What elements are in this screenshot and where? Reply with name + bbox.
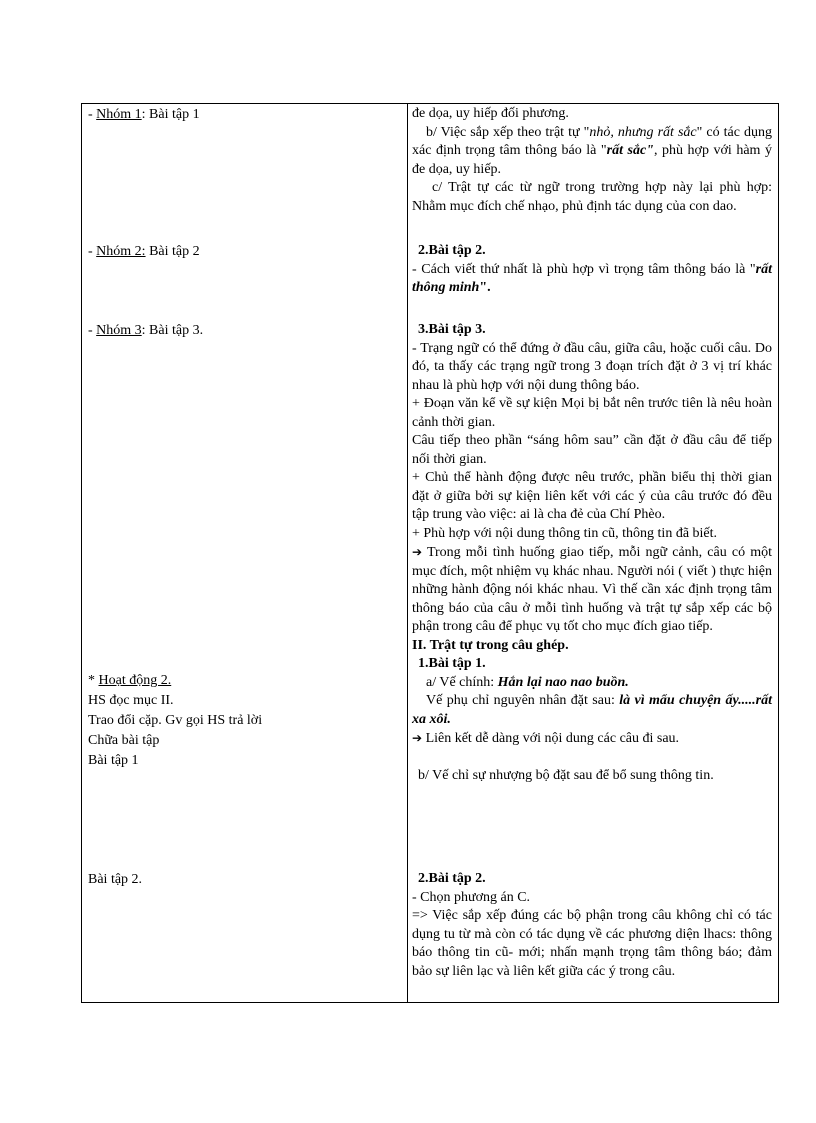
- spacer: [412, 749, 772, 767]
- activity-2-heading: * Hoạt động 2.: [88, 673, 172, 688]
- activity-line: Trao đổi cặp. Gv gọi HS trả lời: [88, 713, 263, 728]
- answer-a-tail: đe dọa, uy hiếp đối phương.: [412, 106, 569, 121]
- section-2-exercise-2-answers: [412, 870, 772, 981]
- exercise-2-text: - Cách viết thứ nhất là phù hợp vì trọng tâm thông báo là "rất thông minh".: [412, 261, 772, 295]
- activity-line: Bài tập 1: [88, 753, 139, 768]
- exercise-2-answers: [412, 242, 772, 298]
- exercise-3-para: Câu tiếp theo phần “sáng hôm sau” cần đặt ở đầu câu để tiếp nối thời gian.: [412, 433, 772, 467]
- exercise-3-para: + Đoạn văn kể về sự kiện Mọi bị bắt nên trước tiên là nêu hoàn cảnh thời gian.: [412, 396, 772, 430]
- section-2-answer-a: a/ Vế chính: Hắn lại nao nao buồn.: [426, 674, 629, 690]
- exercise-3-conclusion: ➔ Trong mỗi tình huống giao tiếp, mỗi ngữ cảnh, câu có một mục đích, một nhiệm vụ khác nhau. Người nói ( viết ) thực hiện những hành động nói khác nhau. Vì thế cần xác định trọng tâm thông báo của câu ở mỗi tình huống và trật tự sắp xếp các bộ phận trong câu để phục vụ tốt cho mục đích giao tiếp.: [412, 545, 772, 634]
- group-1-label: - Nhóm 1: Bài tập 1: [88, 107, 200, 122]
- section-2-exercise-2-heading: 2.Bài tập 2.: [418, 871, 486, 886]
- column-divider: [407, 104, 408, 1002]
- activity-line: Chữa bài tập: [88, 733, 160, 748]
- exercise-3-para: + Chủ thể hành động được nêu trước, phần biểu thị thời gian đặt ở giữa bởi sự kiện liên kết với các ý của câu trước đó đều tập trung vào việc: ai là cha đẻ của Chí Phèo.: [412, 470, 772, 522]
- section-2-sub-clause: Vế phụ chỉ nguyên nhân đặt sau: là vì mẩu chuyện ấy.....rất xa xôi.: [412, 693, 773, 727]
- exercise-2-heading: 2.Bài tập 2.: [418, 243, 486, 258]
- exercise-3-para: - Trạng ngữ có thể đứng ở đầu câu, giữa câu, hoặc cuối câu. Do đó, ta thấy các trạng ngữ trong 3 đoạn trích đặt ở 3 vị trí khác nhau là phù hợp với nội dung thông báo.: [412, 340, 772, 393]
- section-2-answer-b: b/ Vế chỉ sự nhượng bộ đặt sau để bổ sung thông tin.: [418, 767, 714, 783]
- arrow-right-icon: ➔: [412, 545, 423, 559]
- exercise-3-para: + Phù hợp với nội dung thông tin cũ, thông tin đã biết.: [412, 525, 718, 541]
- section-2-heading: II. Trật tự trong câu ghép.: [412, 637, 569, 653]
- activity-2-block: [88, 671, 398, 771]
- activity-line: HS đọc mục II.: [88, 693, 174, 708]
- section-2-link: ➔ Liên kết dễ dàng với nội dung các câu đi sau.: [412, 731, 680, 746]
- exercise-3-heading: 3.Bài tập 3.: [418, 322, 486, 337]
- lesson-table: [81, 103, 779, 1003]
- arrow-right-icon: ➔: [412, 731, 423, 745]
- answer-c: c/ Trật tự các từ ngữ trong trường hợp này lại phù hợp: Nhằm mục đích chế nhạo, phủ định tác dụng của con dao.: [412, 180, 772, 214]
- exercise-3-answers: [412, 321, 772, 785]
- section-2-conclusion: => Việc sắp xếp đúng các bộ phận trong câu không chỉ có tác dụng tu từ mà còn có tác dụng về các phương diện lhacs: thông báo thông tin cũ- mới; nhấn mạnh trọng tâm thông báo; đảm bảo sự liên lạc và liên kết giữa các ý trong câu.: [412, 908, 772, 979]
- group-2-label: - Nhóm 2: Bài tập 2: [88, 244, 200, 259]
- exercise-1-answers: [412, 105, 772, 216]
- section-2-choice: - Chọn phương án C.: [412, 889, 531, 905]
- group-3-label: - Nhóm 3: Bài tập 3.: [88, 323, 204, 338]
- section-2-exercise-1-heading: 1.Bài tập 1.: [418, 656, 486, 671]
- exercise-2-label: Bài tập 2.: [88, 872, 143, 887]
- answer-b: b/ Việc sắp xếp theo trật tự "nhỏ, nhưng rất sắc" có tác dụng xác định trọng tâm thông báo là "rất sắc", phù hợp với hàm ý đe dọa, uy hiếp.: [412, 124, 772, 177]
